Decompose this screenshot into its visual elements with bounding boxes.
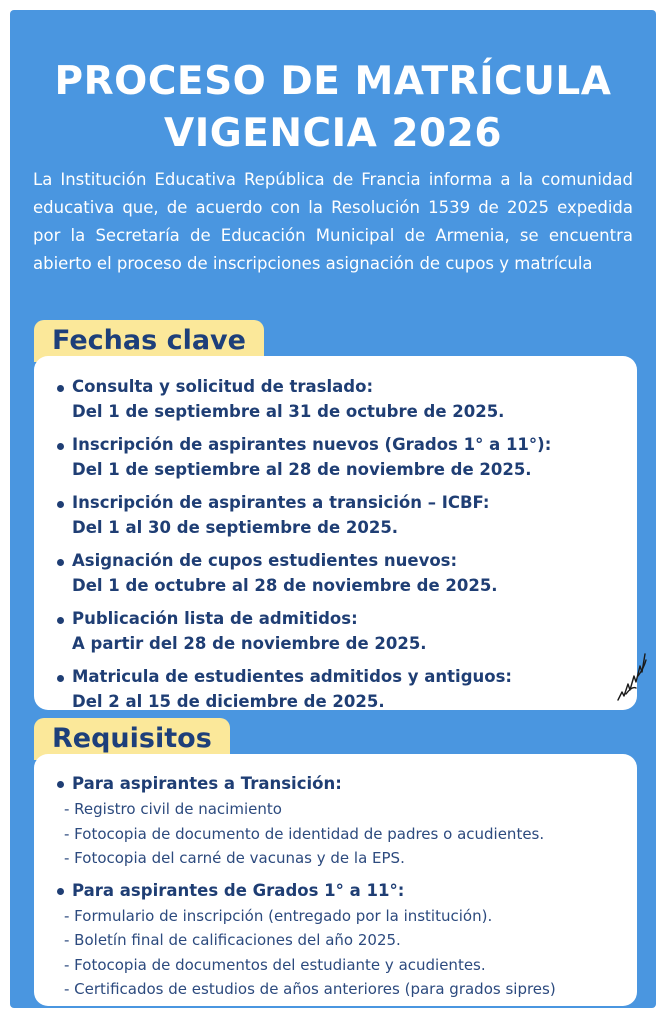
item-date: Del 1 de septiembre al 28 de noviembre de 2025. — [72, 460, 532, 479]
bullet-icon — [57, 559, 64, 566]
bullet-icon — [57, 675, 64, 682]
signature-icon — [614, 646, 650, 704]
bullet-icon — [57, 501, 64, 508]
title-line-1: PROCESO DE MATRÍCULA — [54, 59, 612, 104]
item-date: Del 1 de septiembre al 31 de octubre de 2025. — [72, 402, 505, 421]
bullet-icon — [57, 385, 64, 392]
item-title: Inscripción de aspirantes nuevos (Grados 1° a 11°): — [72, 435, 552, 454]
page-title — [10, 56, 656, 160]
list-item — [34, 374, 637, 424]
list-item: - Boletín final de calificaciones del año 2025. — [64, 931, 401, 949]
list-item — [34, 548, 637, 598]
group-title: Para aspirantes de Grados 1° a 11°: — [72, 880, 405, 900]
list-item — [34, 664, 637, 714]
requisitos-heading: Requisitos — [34, 718, 230, 760]
fechas-heading: Fechas clave — [34, 320, 264, 362]
item-date: Del 1 de octubre al 28 de noviembre de 2025. — [72, 576, 498, 595]
item-date: Del 2 al 15 de diciembre de 2025. — [72, 692, 385, 711]
item-title: Matricula de estudientes admitidos y antiguos: — [72, 667, 513, 686]
item-title: Publicación lista de admitidos: — [72, 609, 358, 628]
requisitos-card — [34, 754, 637, 1006]
fechas-list — [34, 356, 637, 714]
list-item: - Formulario de inscripción (entregado por la institución). — [64, 906, 493, 925]
item-date: A partir del 28 de noviembre de 2025. — [72, 634, 427, 653]
item-title: Consulta y solicitud de traslado: — [72, 377, 374, 396]
list-item: - Fotocopia del carné de vacunas y de la EPS. — [64, 849, 405, 867]
intro-paragraph: La Institución Educativa República de Francia informa a la comunidad educativa que, de acuerdo con la Resolución 1539 de 2025 expedida por la Secretaría de Educación Municipal de Armenia, se encuentra abierto el proceso de inscripciones asignación de cupos y matrícula — [33, 170, 633, 273]
list-item: - Fotocopia de documentos del estudiante y acudientes. — [64, 955, 486, 974]
title-line-2: VIGENCIA 2026 — [164, 111, 502, 156]
requisitos-group — [34, 877, 637, 1002]
item-title: Asignación de cupos estudientes nuevos: — [72, 551, 458, 570]
bullet-icon — [57, 617, 64, 624]
bullet-icon — [57, 443, 64, 450]
requisitos-group — [34, 770, 637, 871]
item-date: Del 1 al 30 de septiembre de 2025. — [72, 518, 399, 537]
list-item: - Fotocopia de documento de identidad de padres o acudientes. — [64, 824, 545, 843]
group-title: Para aspirantes a Transición: — [72, 774, 342, 793]
item-title: Inscripción de aspirantes a transición – ICBF: — [72, 493, 490, 512]
bullet-icon — [57, 888, 64, 895]
list-item — [34, 432, 637, 482]
list-item — [34, 606, 637, 656]
list-item — [34, 490, 637, 540]
poster — [10, 10, 656, 1008]
list-item: - Registro civil de nacimiento — [64, 800, 282, 818]
bullet-icon — [57, 781, 64, 788]
fechas-card — [34, 356, 637, 710]
requisitos-list — [34, 754, 637, 1002]
list-item: - Certificados de estudios de años anteriores (para grados sipres) — [64, 980, 556, 998]
